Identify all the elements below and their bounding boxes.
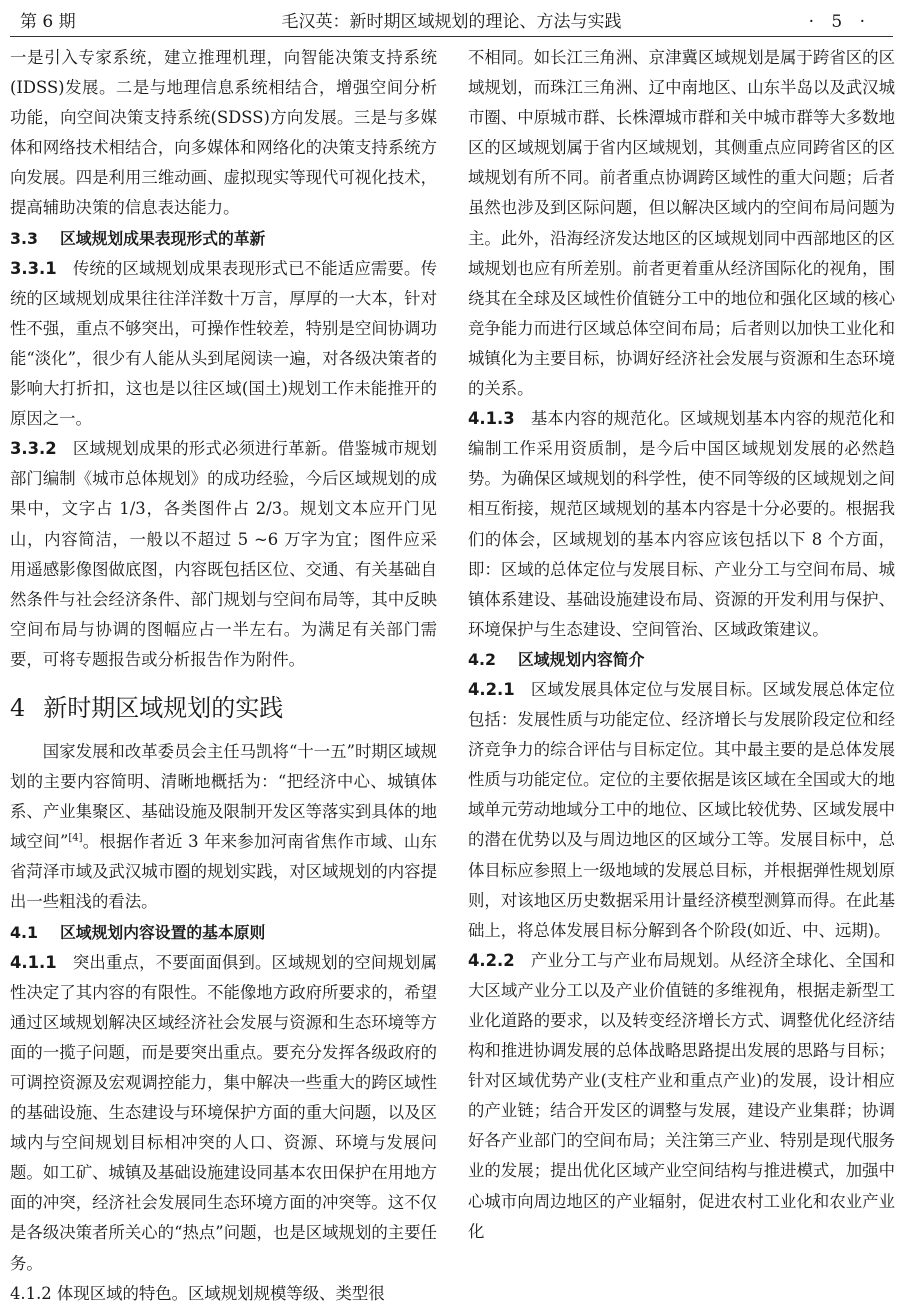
paragraph-4-2-2	[468, 946, 895, 1247]
page-number: · 5 ·	[808, 12, 871, 32]
paragraph-text: 传统的区域规划成果表现形式已不能适应需要。传统的区域规划成果往往洋洋数十万言，厚厚的一大本，针对性不强，重点不够突出，可操作性较差，特别是空间协调功能“淡化”，很少有人能从头到尾阅读一遍，对各级决策者的影响大打折扣，这也是以往区域(国土)规划工作未能推开的原因之一。	[10, 258, 438, 429]
paragraph-text: 国家发展和改革委员会主任马凯将“十一五”时期区域规划的主要内容简明、清晰地概括为：“把经济中心、城镇体系、产业集聚区、基础设施及限制开发区等落实到具体的地域空间”	[10, 741, 437, 852]
section-title: 区域规划内容简介	[517, 649, 645, 669]
section-number: 4	[10, 693, 26, 722]
section-title: 区域规划内容设置的基本原则	[59, 922, 266, 942]
paragraph-text: 突出重点，不要面面俱到。区域规划的空间规划属性决定了其内容的有限性。不能像地方政府所要求的，希望通过区域规划解决区域经济社会发展与资源和生态环境等方面的一揽子问题，而是要突出重点。要充分发挥各级政府的可调控资源及宏观调控能力，集中解决一些重大的跨区域性的基础设施、生态建设与环境保护方面的重大问题，以及区域内与空间规划目标相冲突的人口、资源、环境与发展问题。如工矿、城镇及基础设施建设同基本农田保护在用地方面的冲突，经济社会发展同生态环境方面的冲突等。这不仅是各级决策者所关心的“热点”问题，也是区域规划的主要任务。	[10, 952, 438, 1273]
subsection-number: 4.1.3	[468, 409, 515, 429]
paragraph-text: 。根据作者近 3 年来参加河南省焦作市域、山东省菏泽市域及武汉城市圈的规划实践，对区域规划的内容提出一些粗浅的看法。	[10, 832, 437, 912]
subsection-number: 4.2.1	[468, 679, 515, 699]
section-title: 区域规划成果表现形式的革新	[59, 228, 266, 248]
paragraph-4-1-1	[10, 948, 437, 1279]
section-number: 3.3	[10, 228, 38, 248]
running-title: 毛汉英：新时期区域规划的理论、方法与实践	[281, 12, 622, 32]
paragraph-text: 产业分工与产业布局规划。从经济全球化、全国和大区域产业分工以及产业价值链的多维视角，根据走新型工业化道路的要求，以及转变经济增长方式、调整优化经济结构和推进协调发展的总体战略思路提出发展的思路与目标；针对区域优势产业(支柱产业和重点产业)的发展，设计相应的产业链；结合开发区的调整与发展，建设产业集群；协调好各产业部门的空间布局；关注第三产业、特别是现代服务业的发展；提出优化区域产业空间结构与推进模式，加强中心城市向周边地区的产业辐射，促进农村工业化和农业产业化	[468, 950, 896, 1241]
section-number: 4.2	[468, 649, 496, 669]
subsection-number: 3.3.1	[10, 258, 57, 278]
paragraph-4-intro	[10, 737, 437, 918]
paragraph: 一是引入专家系统，建立推理机理，向智能决策支持系统(IDSS)发展。二是与地理信息系统相结合，增强空间分析功能，向空间决策支持系统(SDSS)方向发展。三是与多媒体和网络技术相结合，向多媒体和网络化的决策支持系统方向发展。四是利用三维动画、虚拟现实等现代可视化技术，提高辅助决策的信息表达能力。	[10, 48, 437, 218]
section-heading-4-2	[468, 645, 895, 675]
paragraph-4-2-1	[468, 675, 895, 946]
paragraph: 不相同。如长江三角洲、京津冀区域规划是属于跨省区的区域规划，而珠江三角洲、辽中南地区、山东半岛以及武汉城市圈、中原城市群、长株潭城市群和关中城市群等大多数地区的区域规划属于省内区域规划，其侧重点应同跨省区的区域规划有所不同。前者重点协调跨区域性的重大问题；后者虽然也涉及到区际问题，但以解决区域内的空间布局问题为主。此外，沿海经济发达地区的区域规划同中西部地区的区域规划也应有所差别。前者更着重从经济国际化的视角，围绕其在全球及区域性价值链分工中的地位和强化区域的核心竞争能力而进行区域总体空间布局；后者则以加快工业化和城镇化为主要目标，协调好经济社会发展与资源和生态环境的关系。	[468, 48, 895, 399]
section-heading-4-1	[10, 918, 437, 948]
paragraph-4-1-2-cut: 4.1.2 体现区域的特色。区域规划规模等级、类型很	[10, 1283, 385, 1303]
paragraph-text: 区域规划成果的形式必须进行革新。借鉴城市规划部门编制《城市总体规划》的成功经验，今后区域规划的成果中，文字占 1/3，各类图件占 2/3。规划文本应开门见山，内容简洁，一般以不超过 5 ~6 万字为宜；图件应采用遥感影像图做底图，内容既包括区位、交通、有关基础自然条件与社会经济条件、部门规划与空间布局等，其中反映空间布局与协调的图幅应占一半左右。为满足有关部门需要，可将专题报告或分析报告作为附件。	[10, 439, 438, 669]
section-heading-3-3	[10, 224, 437, 254]
subsection-number: 4.2.2	[468, 950, 515, 970]
section-title: 新时期区域规划的实践	[43, 693, 284, 722]
page-header	[10, 8, 893, 37]
section-number: 4.1	[10, 922, 38, 942]
subsection-number: 3.3.2	[10, 439, 57, 459]
paragraph-text: 区域发展具体定位与发展目标。区域发展总体定位包括：发展性质与功能定位、经济增长与发展阶段定位和经济竞争力的综合评估与目标定位。其中最主要的是总体发展性质与功能定位。定位的主要依据是该区域在全国或大的地域单元劳动地域分工中的地位、区域比较优势、区域发展中的潜在优势以及与周边地区的区域分工等。发展目标中，总体目标应参照上一级地域的发展总目标，并根据弹性规划原则，对该地区历史数据采用计量经济模型测算而得。在此基础上，将总体发展目标分解到各个阶段(如近、中、远期)。	[468, 679, 896, 940]
left-column	[10, 43, 437, 1309]
citation-ref: [4]	[68, 832, 83, 844]
paragraph-4-1-3	[468, 404, 895, 645]
subsection-number: 4.1.1	[10, 952, 57, 972]
journal-issue: 第 6 期	[20, 12, 76, 32]
right-column	[468, 43, 895, 1247]
paragraph-3-3-1	[10, 254, 437, 435]
section-heading-4	[10, 681, 437, 735]
paragraph-3-3-2	[10, 434, 437, 675]
paragraph-text: 基本内容的规范化。区域规划基本内容的规范化和编制工作采用资质制，是今后中国区域规划发展的必然趋势。为确保区域规划的科学性，使不同等级的区域规划之间相互衔接，规范区域规划的基本内容是十分必要的。根据我们的体会，区域规划的基本内容应该包括以下 8 个方面，即：区域的总体定位与发展目标、产业分工与空间布局、城镇体系建设、基础设施建设布局、资源的开发利用与保护、环境保护与生态建设、空间管治、区域政策建议。	[468, 409, 896, 639]
